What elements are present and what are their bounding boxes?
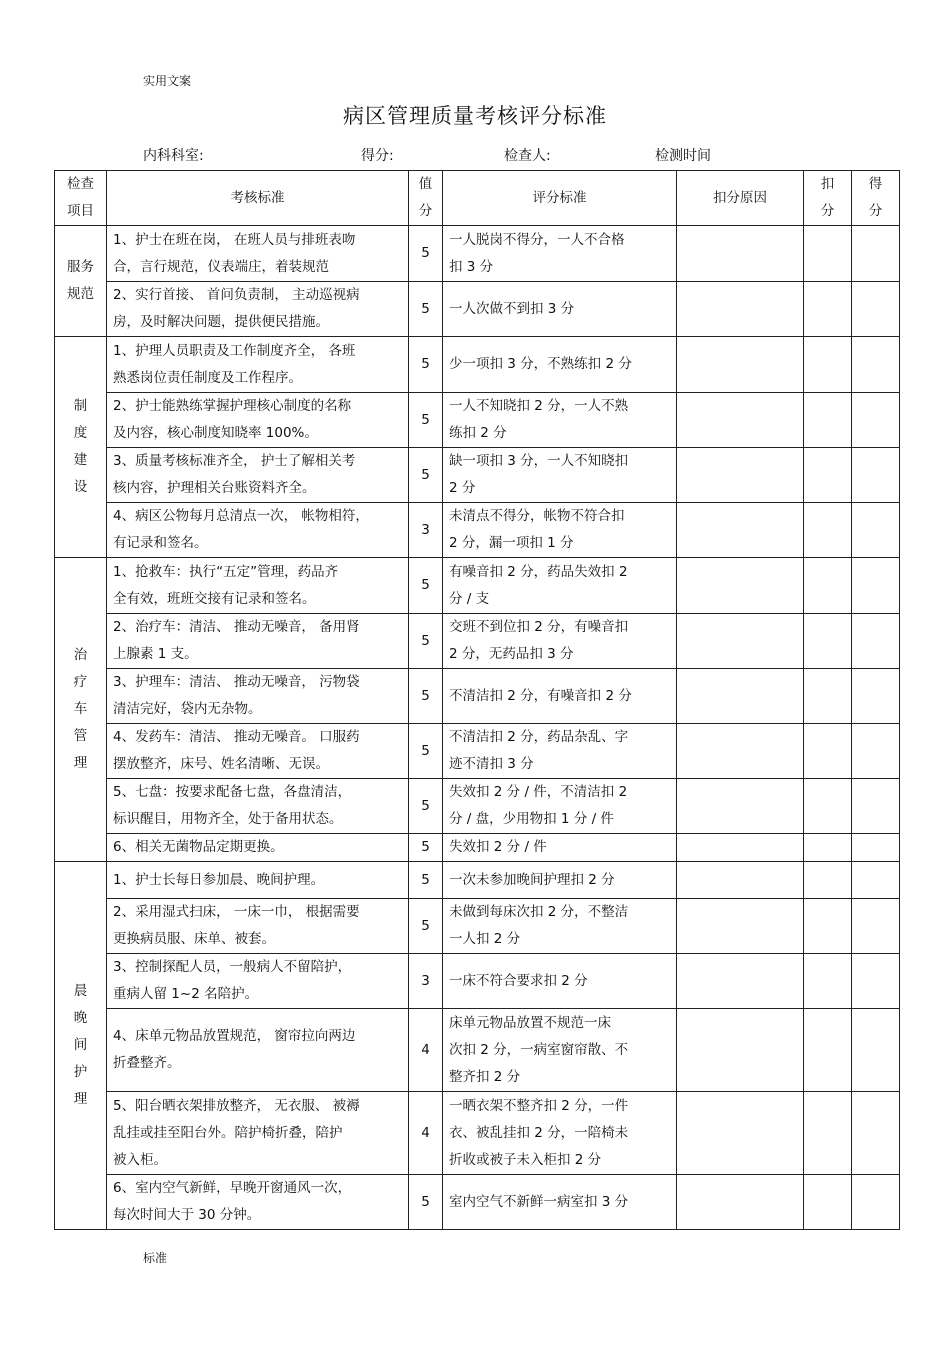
reason-cell <box>677 337 804 393</box>
reason-cell <box>677 954 804 1009</box>
score-cell <box>852 1009 900 1092</box>
standard-cell: 4、床单元物品放置规范， 窗帘拉向两边 折叠整齐。 <box>107 1009 409 1092</box>
score-cell <box>852 226 900 282</box>
criteria-cell: 有噪音扣 2 分，药品失效扣 2 分 / 支 <box>443 558 677 614</box>
criteria-cell: 床单元物品放置不规范一床 次扣 2 分，一病室窗帘散、不 整齐扣 2 分 <box>443 1009 677 1092</box>
score-cell <box>852 1175 900 1230</box>
deduct-cell <box>804 834 852 862</box>
value-cell: 4 <box>409 1092 443 1175</box>
criteria-cell: 室内空气不新鲜一病室扣 3 分 <box>443 1175 677 1230</box>
standard-cell: 3、控制探配人员，一般病人不留陪护， 重病人留 1~2 名陪护。 <box>107 954 409 1009</box>
reason-cell <box>677 779 804 834</box>
category-cell: 制 度 建 设 <box>55 337 107 558</box>
deduct-cell <box>804 899 852 954</box>
reason-cell <box>677 282 804 337</box>
score-cell <box>852 393 900 448</box>
reason-cell <box>677 669 804 724</box>
table-row <box>55 337 900 393</box>
table-row <box>55 1175 900 1230</box>
col-deduct-header: 扣 分 <box>804 171 852 226</box>
score-cell <box>852 614 900 669</box>
score-cell <box>852 724 900 779</box>
score-cell <box>852 448 900 503</box>
value-cell: 5 <box>409 614 443 669</box>
table-row <box>55 1009 900 1092</box>
reason-cell <box>677 1009 804 1092</box>
score-cell <box>852 779 900 834</box>
table-row <box>55 954 900 1009</box>
criteria-cell: 一人脱岗不得分，一人不合格 扣 3 分 <box>443 226 677 282</box>
criteria-cell: 不清洁扣 2 分，药品杂乱、字 迹不清扣 3 分 <box>443 724 677 779</box>
col-standard-header: 考核标准 <box>107 171 409 226</box>
criteria-cell: 一人不知晓扣 2 分，一人不熟 练扣 2 分 <box>443 393 677 448</box>
criteria-cell: 未清点不得分，帐物不符合扣 2 分，漏一项扣 1 分 <box>443 503 677 558</box>
standard-cell: 6、室内空气新鲜，早晚开窗通风一次， 每次时间大于 30 分钟。 <box>107 1175 409 1230</box>
deduct-cell <box>804 1009 852 1092</box>
deduct-cell <box>804 282 852 337</box>
value-cell: 5 <box>409 1175 443 1230</box>
criteria-cell: 一人次做不到扣 3 分 <box>443 282 677 337</box>
table-row <box>55 779 900 834</box>
table-row <box>55 393 900 448</box>
deduct-cell <box>804 1175 852 1230</box>
table-header-row <box>55 171 900 226</box>
value-cell: 3 <box>409 954 443 1009</box>
reason-cell <box>677 558 804 614</box>
reason-cell <box>677 724 804 779</box>
table-row <box>55 558 900 614</box>
reason-cell <box>677 226 804 282</box>
standard-cell: 5、阳台晒衣架排放整齐， 无衣服、 被褥 乱挂或挂至阳台外。陪护椅折叠，陪护 被入柜。 <box>107 1092 409 1175</box>
criteria-cell: 一次未参加晚间护理扣 2 分 <box>443 862 677 899</box>
col-item-header: 检查 项目 <box>55 171 107 226</box>
standard-cell: 1、抢救车：执行“五定”管理，药品齐 全有效，班班交接有记录和签名。 <box>107 558 409 614</box>
reason-cell <box>677 1175 804 1230</box>
deduct-cell <box>804 614 852 669</box>
table-row <box>55 614 900 669</box>
score-cell <box>852 282 900 337</box>
table-row <box>55 448 900 503</box>
score-cell <box>852 834 900 862</box>
deduct-cell <box>804 954 852 1009</box>
value-cell: 5 <box>409 724 443 779</box>
score-cell <box>852 558 900 614</box>
score-cell <box>852 899 900 954</box>
value-cell: 5 <box>409 669 443 724</box>
standard-cell: 2、治疗车：清洁、 推动无噪音， 备用肾 上腺素 1 支。 <box>107 614 409 669</box>
value-cell: 5 <box>409 282 443 337</box>
criteria-cell: 缺一项扣 3 分，一人不知晓扣 2 分 <box>443 448 677 503</box>
value-cell: 5 <box>409 226 443 282</box>
document-title: 病区管理质量考核评分标准 <box>343 104 607 128</box>
reason-cell <box>677 899 804 954</box>
value-cell: 5 <box>409 834 443 862</box>
standard-cell: 6、相关无菌物品定期更换。 <box>107 834 409 862</box>
deduct-cell <box>804 779 852 834</box>
table-row <box>55 226 900 282</box>
table-row <box>55 724 900 779</box>
score-cell <box>852 503 900 558</box>
inspection-time-label: 检测时间 <box>655 148 711 164</box>
value-cell: 5 <box>409 393 443 448</box>
standard-cell: 5、七盘：按要求配备七盘，各盘清洁， 标识醒目，用物齐全，处于备用状态。 <box>107 779 409 834</box>
value-cell: 4 <box>409 1009 443 1092</box>
table-row <box>55 669 900 724</box>
deduct-cell <box>804 862 852 899</box>
criteria-cell: 一晒衣架不整齐扣 2 分，一件 衣、被乱挂扣 2 分，一陪椅未 折收或被子未入柜扣 2 分 <box>443 1092 677 1175</box>
assessment-table <box>54 170 900 1230</box>
score-label: 得分: <box>361 148 394 164</box>
table-row <box>55 503 900 558</box>
col-value-header: 值 分 <box>409 171 443 226</box>
criteria-cell: 失效扣 2 分 / 件 <box>443 834 677 862</box>
criteria-cell: 不清洁扣 2 分，有噪音扣 2 分 <box>443 669 677 724</box>
table-row <box>55 1092 900 1175</box>
page-header-label: 实用文案 <box>143 74 192 88</box>
table-row <box>55 834 900 862</box>
standard-cell: 4、病区公物每月总清点一次， 帐物相符， 有记录和签名。 <box>107 503 409 558</box>
deduct-cell <box>804 1092 852 1175</box>
value-cell: 5 <box>409 337 443 393</box>
deduct-cell <box>804 393 852 448</box>
table-row <box>55 282 900 337</box>
value-cell: 3 <box>409 503 443 558</box>
criteria-cell: 失效扣 2 分 / 件，不清洁扣 2 分 / 盘，少用物扣 1 分 / 件 <box>443 779 677 834</box>
value-cell: 5 <box>409 899 443 954</box>
category-cell: 晨 晚 间 护 理 <box>55 862 107 1230</box>
reason-cell <box>677 614 804 669</box>
reason-cell <box>677 448 804 503</box>
value-cell: 5 <box>409 558 443 614</box>
score-cell <box>852 669 900 724</box>
category-cell: 服务 规范 <box>55 226 107 337</box>
value-cell: 5 <box>409 862 443 899</box>
score-cell <box>852 1092 900 1175</box>
reason-cell <box>677 503 804 558</box>
col-reason-header: 扣分原因 <box>677 171 804 226</box>
score-cell <box>852 954 900 1009</box>
criteria-cell: 交班不到位扣 2 分，有噪音扣 2 分，无药品扣 3 分 <box>443 614 677 669</box>
deduct-cell <box>804 724 852 779</box>
criteria-cell: 少一项扣 3 分，不熟练扣 2 分 <box>443 337 677 393</box>
inspector-label: 检查人: <box>504 148 551 164</box>
criteria-cell: 一床不符合要求扣 2 分 <box>443 954 677 1009</box>
reason-cell <box>677 393 804 448</box>
standard-cell: 1、护士长每日参加晨、晚间护理。 <box>107 862 409 899</box>
table-body <box>55 226 900 1230</box>
deduct-cell <box>804 558 852 614</box>
dept-label: 内科科室: <box>143 148 204 164</box>
standard-cell: 2、采用湿式扫床， 一床一巾， 根据需要 更换病员服、床单、被套。 <box>107 899 409 954</box>
standard-cell: 1、护士在班在岗， 在班人员与排班表吻 合，言行规范，仪表端庄，着装规范 <box>107 226 409 282</box>
score-cell <box>852 862 900 899</box>
deduct-cell <box>804 503 852 558</box>
table-row <box>55 862 900 899</box>
standard-cell: 3、质量考核标准齐全， 护士了解相关考 核内容，护理相关台账资料齐全。 <box>107 448 409 503</box>
col-criteria-header: 评分标准 <box>443 171 677 226</box>
category-cell: 治 疗 车 管 理 <box>55 558 107 862</box>
standard-cell: 4、发药车：清洁、 推动无噪音。 口服药 摆放整齐，床号、姓名清晰、无误。 <box>107 724 409 779</box>
reason-cell <box>677 862 804 899</box>
deduct-cell <box>804 226 852 282</box>
score-cell <box>852 337 900 393</box>
deduct-cell <box>804 669 852 724</box>
standard-cell: 3、护理车：清洁、 推动无噪音， 污物袋 清洁完好，袋内无杂物。 <box>107 669 409 724</box>
deduct-cell <box>804 448 852 503</box>
standard-cell: 1、护理人员职责及工作制度齐全， 各班 熟悉岗位责任制度及工作程序。 <box>107 337 409 393</box>
page-footer-label: 标准 <box>143 1251 168 1265</box>
col-score-header: 得 分 <box>852 171 900 226</box>
reason-cell <box>677 1092 804 1175</box>
standard-cell: 2、护士能熟练掌握护理核心制度的名称 及内容，核心制度知晓率 100%。 <box>107 393 409 448</box>
value-cell: 5 <box>409 448 443 503</box>
standard-cell: 2、实行首接、 首问负责制， 主动巡视病 房，及时解决问题，提供便民措施。 <box>107 282 409 337</box>
table-row <box>55 899 900 954</box>
criteria-cell: 未做到每床次扣 2 分，不整洁 一人扣 2 分 <box>443 899 677 954</box>
value-cell: 5 <box>409 779 443 834</box>
reason-cell <box>677 834 804 862</box>
deduct-cell <box>804 337 852 393</box>
